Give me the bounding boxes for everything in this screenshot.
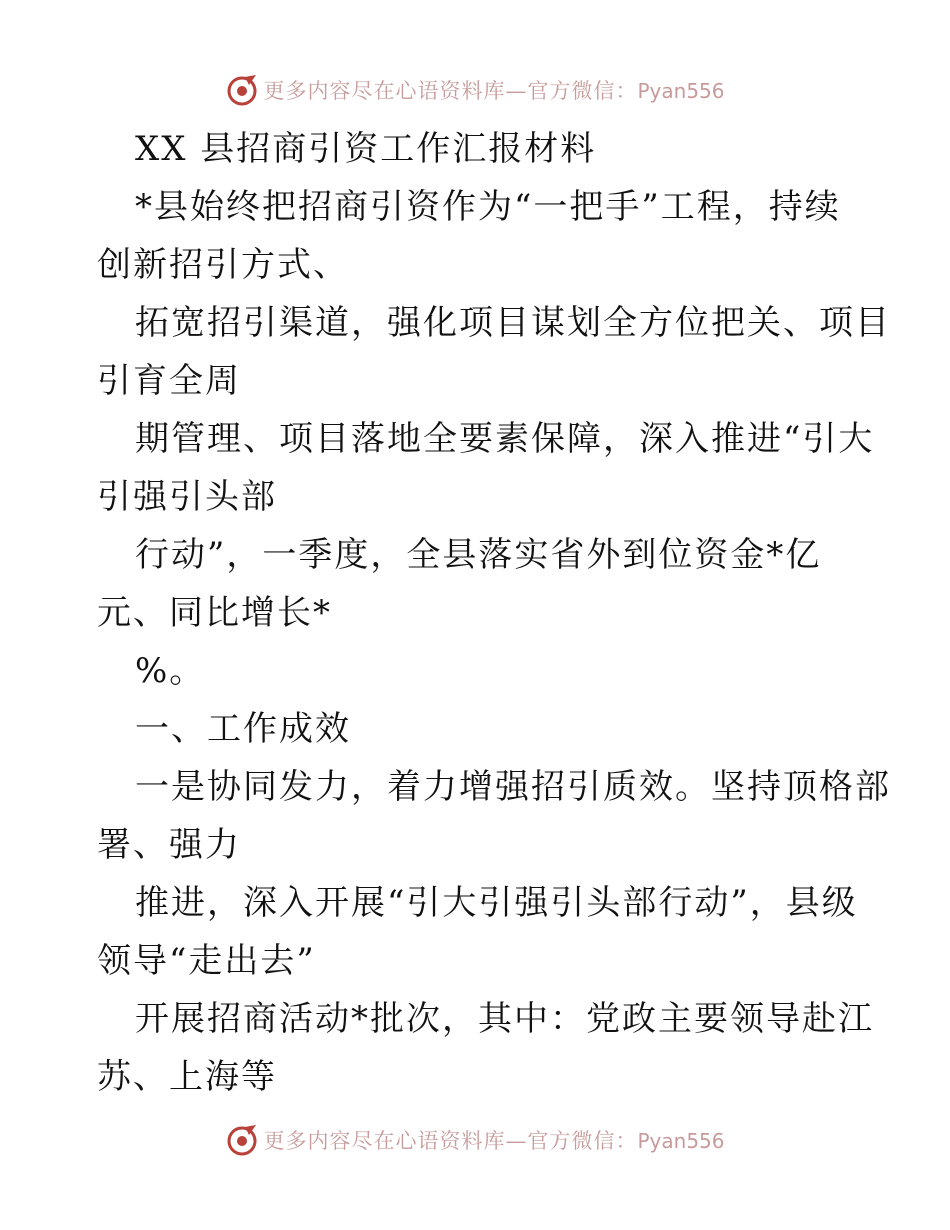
paragraph-line: 行动”，一季度，全县落实省外到位资金*亿 bbox=[135, 535, 822, 575]
paragraph-line: *县始终把招商引资作为“一把手”工程，持续 bbox=[135, 187, 841, 227]
paragraph-line: 期管理、项目落地全要素保障，深入推进“引大 bbox=[135, 419, 875, 459]
paragraph-line: 苏、上海等 bbox=[97, 1057, 277, 1097]
quill-logo-icon bbox=[225, 1123, 259, 1157]
paragraph-line: %。 bbox=[135, 651, 206, 691]
paragraph-line: 推进，深入开展“引大引强引头部行动”，县级 bbox=[135, 883, 858, 923]
paragraph-line: 引强引头部 bbox=[97, 477, 277, 517]
watermark-text: 更多内容尽在心语资料库—官方微信：Pyan556 bbox=[263, 1129, 725, 1153]
paragraph-line: 领导“走出去” bbox=[97, 941, 316, 981]
document-body bbox=[97, 120, 897, 1106]
paragraph-line: 创新招引方式、 bbox=[97, 245, 349, 285]
document-title: XX 县招商引资工作汇报材料 bbox=[135, 129, 597, 169]
paragraph-line: 元、同比增长* bbox=[97, 593, 332, 633]
quill-logo-icon bbox=[225, 73, 259, 107]
paragraph-line: 开展招商活动*批次，其中：党政主要领导赴江 bbox=[135, 999, 874, 1039]
watermark-banner-top bbox=[0, 70, 950, 110]
watermark-text: 更多内容尽在心语资料库—官方微信：Pyan556 bbox=[263, 79, 725, 103]
paragraph-line: 署、强力 bbox=[97, 825, 241, 865]
watermark-banner-bottom bbox=[0, 1120, 950, 1160]
paragraph-line: 拓宽招引渠道，强化项目谋划全方位把关、项目 bbox=[135, 303, 891, 343]
paragraph-line: 一是协同发力，着力增强招引质效。坚持顶格部 bbox=[135, 767, 891, 807]
paragraph-line: 引育全周 bbox=[97, 361, 241, 401]
paragraph-line: 一、工作成效 bbox=[135, 709, 351, 749]
